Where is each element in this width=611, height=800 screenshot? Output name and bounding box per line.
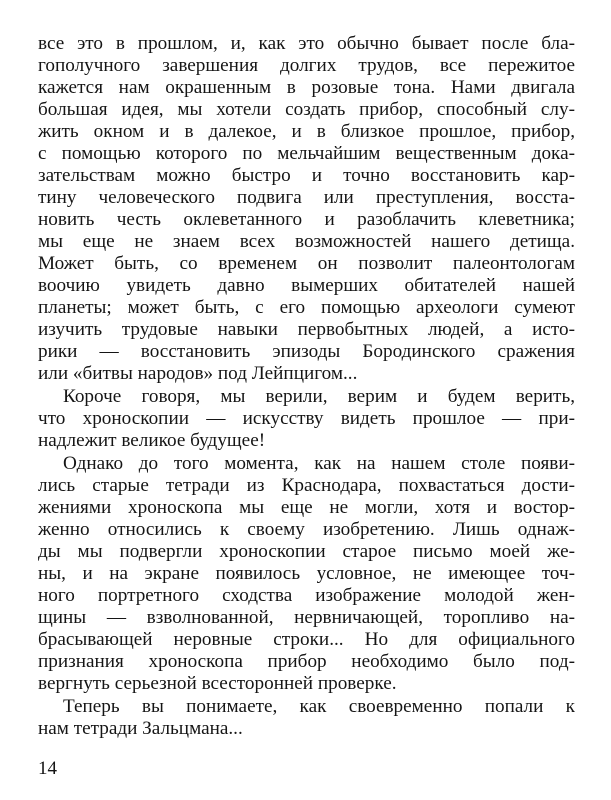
text-line: ды мы подвергли хроноскопии старое письмо моей же-	[38, 541, 575, 562]
text-line: воочию увидеть давно вымерших обитателей нашей	[38, 275, 575, 296]
text-line: Теперь вы понимаете, как своевременно попали к	[63, 696, 575, 717]
text-line: или «битвы народов» под Лейпцигом...	[38, 363, 358, 384]
text-line: щины — взволнованной, нервничающей, торопливо на-	[38, 607, 575, 628]
text-line: все это в прошлом, и, как это обычно бывает после бла-	[38, 33, 575, 54]
text-line: новить честь оклеветанного и разоблачить клеветника;	[38, 209, 575, 230]
text-line: Короче говоря, мы верили, верим и будем верить,	[63, 386, 575, 407]
text-line: жениями хроноскопа мы еще не могли, хотя и востор-	[38, 497, 575, 518]
text-line: с помощью которого по мельчайшим вещественным дока-	[38, 143, 575, 164]
text-line: нам тетради Зальцмана...	[38, 718, 243, 739]
text-line: признания хроноскопа прибор необходимо было под-	[38, 651, 575, 672]
text-line: Может быть, со временем он позволит палеонтологам	[38, 253, 575, 274]
text-line: изучить трудовые навыки первобытных людей, а исто-	[38, 319, 575, 340]
text-line: рики — восстановить эпизоды Бородинского сражения	[38, 341, 575, 362]
text-line: тину человеческого подвига или преступления, восста-	[38, 187, 575, 208]
text-line: надлежит великое будущее!	[38, 430, 266, 451]
text-line: ны, и на экране появилось условное, не имеющее точ-	[38, 563, 575, 584]
text-line: Однако до того момента, как на нашем столе появи-	[63, 453, 575, 474]
text-line: мы еще не знаем всех возможностей нашего детища.	[38, 231, 575, 252]
text-line: ного портретного сходства изображение молодой жен-	[38, 585, 575, 606]
page-number: 14	[38, 758, 57, 779]
text-line: женно относились к своему изобретению. Лишь однаж-	[38, 519, 575, 540]
text-line: гополучного завершения долгих трудов, все пережитое	[38, 55, 575, 76]
text-line: планеты; может быть, с его помощью археологи сумеют	[38, 297, 575, 318]
text-line: большая идея, мы хотели создать прибор, способный слу-	[38, 99, 575, 120]
text-line: кажется нам окрашенным в розовые тона. Нами двигала	[38, 77, 575, 98]
text-line: вергнуть серьезной всесторонней проверке.	[38, 673, 397, 694]
text-line: что хроноскопии — искусству видеть прошлое — при-	[38, 408, 575, 429]
text-line: лись старые тетради из Краснодара, похвастаться дости-	[38, 475, 575, 496]
text-line: зательствам можно быстро и точно восстановить кар-	[38, 165, 575, 186]
text-line: жить окном и в далекое, и в близкое прошлое, прибор,	[38, 121, 575, 142]
text-line: брасывающей неровные строки... Но для официального	[38, 629, 575, 650]
